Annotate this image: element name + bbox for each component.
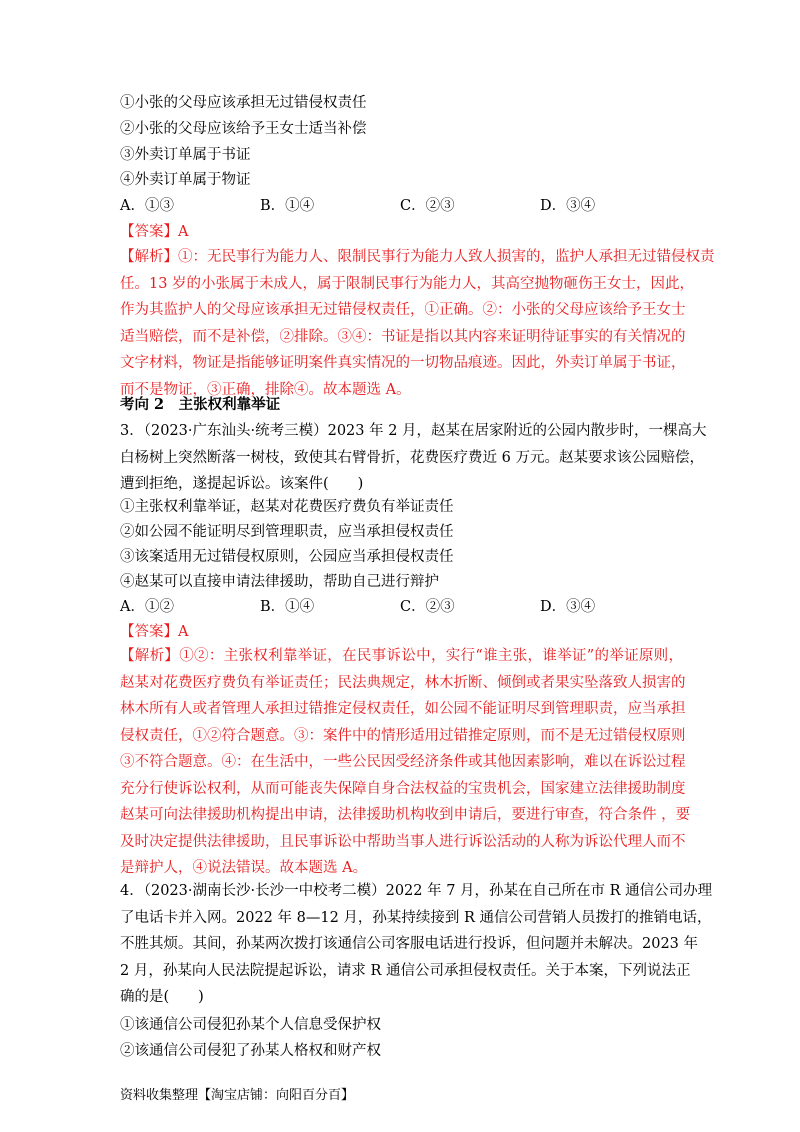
q4-stem-line: 不胜其烦。其间，孙某两次拨打该通信公司客服电话进行投诉，但问题并未解决。2023 年: [120, 936, 699, 952]
q2-item-3: ③外卖订单属于书证: [120, 147, 251, 163]
q2-analysis-line: 适当赔偿，而不是补偿，②排除。③④：书证是指以其内容来证明待证事实的有关情况的: [120, 328, 686, 345]
q3-option-b: B．①④: [260, 599, 315, 615]
q2-option-a: A．①③: [120, 198, 174, 214]
q3-stem-line: 遭到拒绝，遂提起诉讼。该案件( ): [120, 476, 364, 492]
q3-stem: [120, 418, 707, 498]
q2-option-c: C．②③: [400, 198, 455, 214]
q3-analysis: [120, 643, 691, 882]
q4-stem-line: 了电话卡并入网。2022 年 8—12 月，孙某持续接到 R 通信公司营销人员拨打的推销电话，: [120, 909, 712, 926]
q3-option-a: A．①②: [120, 599, 174, 615]
q3-stem-line: 白杨树上突然断落一树枝，致使其右臂骨折，花费医疗费近 6 万元。赵某要求该公园赔偿，: [120, 449, 704, 466]
q2-answer: 【答案】A: [120, 224, 189, 240]
q2-item-1: ①小张的父母应该承担无过错侵权责任: [120, 95, 367, 111]
q4-stem: [120, 878, 713, 1011]
q3-stem-line: 3．（2023·广东汕头·统考三模）2023 年 2 月，赵某在居家附近的公园内散步时，一棵高大: [120, 423, 707, 439]
q3-analysis-line: 侵权责任，①②符合题意。③：案件中的情形适用过错推定原则，而不是无过错侵权原则: [120, 727, 686, 744]
q3-analysis-line: 赵某对花费医疗费负有举证责任；民法典规定，林木折断、倾倒或者果实坠落致人损害的: [120, 674, 686, 691]
q2-options: [120, 196, 680, 216]
q3-item-2: ②如公园不能证明尽到管理职责，应当承担侵权责任: [120, 524, 454, 540]
q3-analysis-line: 林木所有人或者管理人承担过错推定侵权责任，如公园不能证明尽到管理职责，应当承担: [120, 701, 686, 717]
q2-analysis-line: 任。13 岁的小张属于未成人，属于限制民事行为能力人，其高空抛物砸伤王女士，因此，: [120, 275, 695, 292]
q2-item-4: ④外卖订单属于物证: [120, 172, 251, 188]
q4-item-1: ①该通信公司侵犯孙某个人信息受保护权: [120, 1017, 381, 1033]
q3-item-3: ③该案适用无过错侵权原则，公园应当承担侵权责任: [120, 549, 454, 565]
q2-option-d: D．③④: [540, 198, 596, 214]
q3-analysis-line: 【解析】①②：主张权利靠举证，在民事诉讼中，实行“谁主张，谁举证”的举证原则，: [120, 648, 683, 664]
q2-analysis-line: 而不是物证，③正确，排除④。故本题选 A。: [120, 381, 411, 398]
page-footer: 资料收集整理【淘宝店铺：向阳百分百】: [120, 1088, 355, 1103]
q3-answer: 【答案】A: [120, 624, 189, 640]
q2-analysis: [120, 244, 715, 403]
q2-analysis-line: 【解析】①：无民事行为能力人、限制民事行为能力人致人损害的，监护人承担无过错侵权责: [120, 249, 715, 265]
q3-analysis-line: 赵某可向法律援助机构提出申请，法律援助机构收到申请后，要进行审查，符合条件 ，要: [120, 807, 691, 823]
q3-item-4: ④赵某可以直接申请法律援助，帮助自己进行辩护: [120, 574, 439, 590]
q3-options: [120, 597, 680, 617]
q3-option-d: D．③④: [540, 599, 596, 615]
q4-item-2: ②该通信公司侵犯了孙某人格权和财产权: [120, 1043, 381, 1059]
q3-analysis-line: 是辩护人，④说法错误。故本题选 A。: [120, 860, 368, 876]
q4-stem-line: 2 月，孙某向人民法院提起诉讼，请求 R 通信公司承担侵权责任。关于本案，下列说法正: [120, 962, 691, 979]
q4-stem-line: 确的是( ): [120, 989, 204, 1005]
q2-analysis-line: 文字材料，物证是指能够证明案件真实情况的一切物品痕迹。因此，外卖订单属于书证，: [120, 355, 686, 371]
q2-option-b: B．①④: [260, 198, 315, 214]
q3-option-c: C．②③: [400, 599, 455, 615]
q4-stem-line: 4．（2023·湖南长沙·长沙一中校考二模）2022 年 7 月，孙某在自己所在市 R 通信公司办理: [120, 883, 713, 899]
q3-analysis-line: 充分行使诉讼权利，从而可能丧失保障自身合法权益的宝贵机会，国家建立法律援助制度: [120, 780, 686, 797]
q3-item-1: ①主张权利靠举证，赵某对花费医疗费负有举证责任: [120, 499, 454, 515]
q2-item-2: ②小张的父母应该给予王女士适当补偿: [120, 121, 367, 137]
section-heading: 考向 2 主张权利靠举证: [120, 396, 281, 413]
q3-analysis-line: 及时决定提供法律援助，且民事诉讼中帮助当事人进行诉讼活动的人称为诉讼代理人而不: [120, 833, 686, 850]
q2-analysis-line: 作为其监护人的父母应该承担无过错侵权责任，①正确。②：小张的父母应该给予王女士: [120, 302, 686, 318]
q3-analysis-line: ③不符合题意。④：在生活中，一些公民因受经济条件或其他因素影响，难以在诉讼过程: [120, 754, 686, 770]
